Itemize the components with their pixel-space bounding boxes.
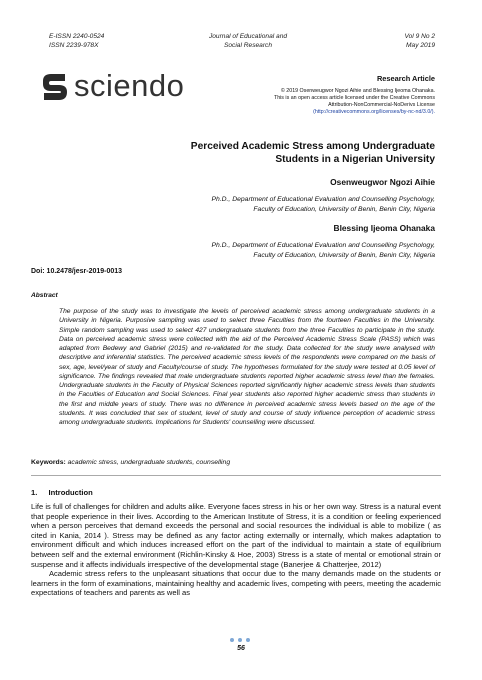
affiliation-line2: Faculty of Education, University of Benin, Benin City, Nigeria <box>253 251 435 259</box>
page-number: 56 <box>237 645 245 652</box>
dot-icon <box>246 638 250 642</box>
dot-icon <box>238 638 242 642</box>
license-line3: Attribution-NonCommercial-NoDerivs License <box>328 102 435 108</box>
abstract-text: The purpose of the study was to investigate the levels of perceived academic stress among undergraduate students in a University in Nigeria. Purposive sampling was used to select three Faculties from the fourteen Faculties in the University. Simple random sampling was used to select 427 undergraduate students from the three Faculties to participate in the study. Data on perceived academic stress were collected with the aid of the Perceived Academic Stress Scale (PASS) which was adapted from Bedewy and Gabriel (2015) and re-validated for the study. Data collected for the study were analysed with descriptive and inferential statistics. The perceived academic stress levels of the respondents were compared on the basis of sex, age, level/year of study and Faculty/course of study. The hypotheses formulated for the study were tested at 0.05 level of significance. The findings revealed that male undergraduate students reported higher academic stress level than the females. Undergraduate students in the Faculty of Physical Sciences reported significantly higher academic stress levels than students in the Faculties of Education and Social Sciences. Final year students also reported higher academic stress than students in the first and middle years of study. There was no difference in perceived academic stress levels based on the age of the students. It was concluded that sex of student, level of study and course of study influence perception of academic stress among undergraduate students. Implications for Students' counselling were discussed. <box>59 308 435 426</box>
journal-name <box>188 32 308 50</box>
paper-title <box>120 140 435 166</box>
paragraph: Academic stress refers to the unpleasant situations that occur due to the many demands made on the students or learners in the form of examinations, maintaining healthy and academic lives, competing with peers, meeting the academic expectations of teachers and parents as well as <box>31 569 441 598</box>
issue-info <box>360 32 435 50</box>
license-line2: This is an open access article licensed under the Creative Commons <box>273 95 435 101</box>
author-affiliation <box>120 241 435 260</box>
author-name: Osenweugwor Ngozi Aihie <box>330 177 435 187</box>
e-issn: E-ISSN 2240-0524 <box>49 33 105 40</box>
affiliation-line1: Ph.D., Department of Educational Evaluation and Counselling Psychology, <box>211 196 435 203</box>
journal-name-line2: Social Research <box>223 42 272 49</box>
abstract-heading: Abstract <box>31 292 58 299</box>
issn: ISSN 2239-978X <box>49 42 99 49</box>
keywords-list: academic stress, undergraduate students, counselling <box>65 459 231 466</box>
journal-name-line1: Journal of Educational and <box>208 33 288 40</box>
author-affiliation <box>120 195 435 214</box>
sciendo-logo-icon <box>40 71 70 103</box>
section-number: 1. <box>31 488 38 497</box>
license-notice <box>220 88 435 116</box>
page-dots <box>230 638 250 642</box>
title-line1: Perceived Academic Stress among Undergraduate <box>190 141 435 152</box>
journal-issn-block <box>49 32 104 50</box>
section-heading <box>31 488 93 497</box>
article-type: Research Article <box>376 74 435 83</box>
title-line2: Students in a Nigerian University <box>275 154 435 165</box>
keywords-label: Keywords: <box>31 459 66 466</box>
copyright-line: © 2019 Osenweugwor Ngozi Aihie and Blessing Ijeoma Ohanaka. <box>280 88 435 94</box>
affiliation-line1: Ph.D., Department of Educational Evaluation and Counselling Psychology, <box>211 242 435 249</box>
divider <box>31 475 441 476</box>
author-name: Blessing Ijeoma Ohanaka <box>333 223 435 233</box>
sciendo-wordmark: sciendo <box>74 68 185 103</box>
section-title: Introduction <box>48 488 93 497</box>
license-link[interactable]: (http://creativecommons.org/licenses/by-nc-nd/3.0/). <box>313 109 435 115</box>
keywords <box>31 459 435 466</box>
paragraph: Life is full of challenges for children and adults alike. Everyone faces stress in his or her own way. Stress is a natural event that people experience in their lives. According to the American Institute of Stress, it is a condition or feeling experienced when a person perceives that demand exceeds the personal and social resources the individual is able to mobilize ( as cited in Kania, 2014 ). Stress may be defined as any factor acting externally or internally, which makes adaptation to environment difficult and which induces increased effort on the part of the individual to maintain a state of equilibrium between self and the external environment (Richlin-Kinsky & Hoe, 2003) Stress is a state of mental or emotional strain or suspense and it affects individuals irrespective of the developmental stage (Banerjee & Chatterjee, 2012) <box>31 502 441 569</box>
sciendo-logo <box>40 68 185 105</box>
body-text <box>31 502 441 598</box>
affiliation-line2: Faculty of Education, University of Benin, Benin City, Nigeria <box>253 205 435 213</box>
dot-icon <box>230 638 234 642</box>
doi: Doi: 10.2478/jesr-2019-0013 <box>31 268 123 275</box>
volume-number: Vol 9 No 2 <box>404 33 435 40</box>
issue-date: May 2019 <box>406 42 435 49</box>
